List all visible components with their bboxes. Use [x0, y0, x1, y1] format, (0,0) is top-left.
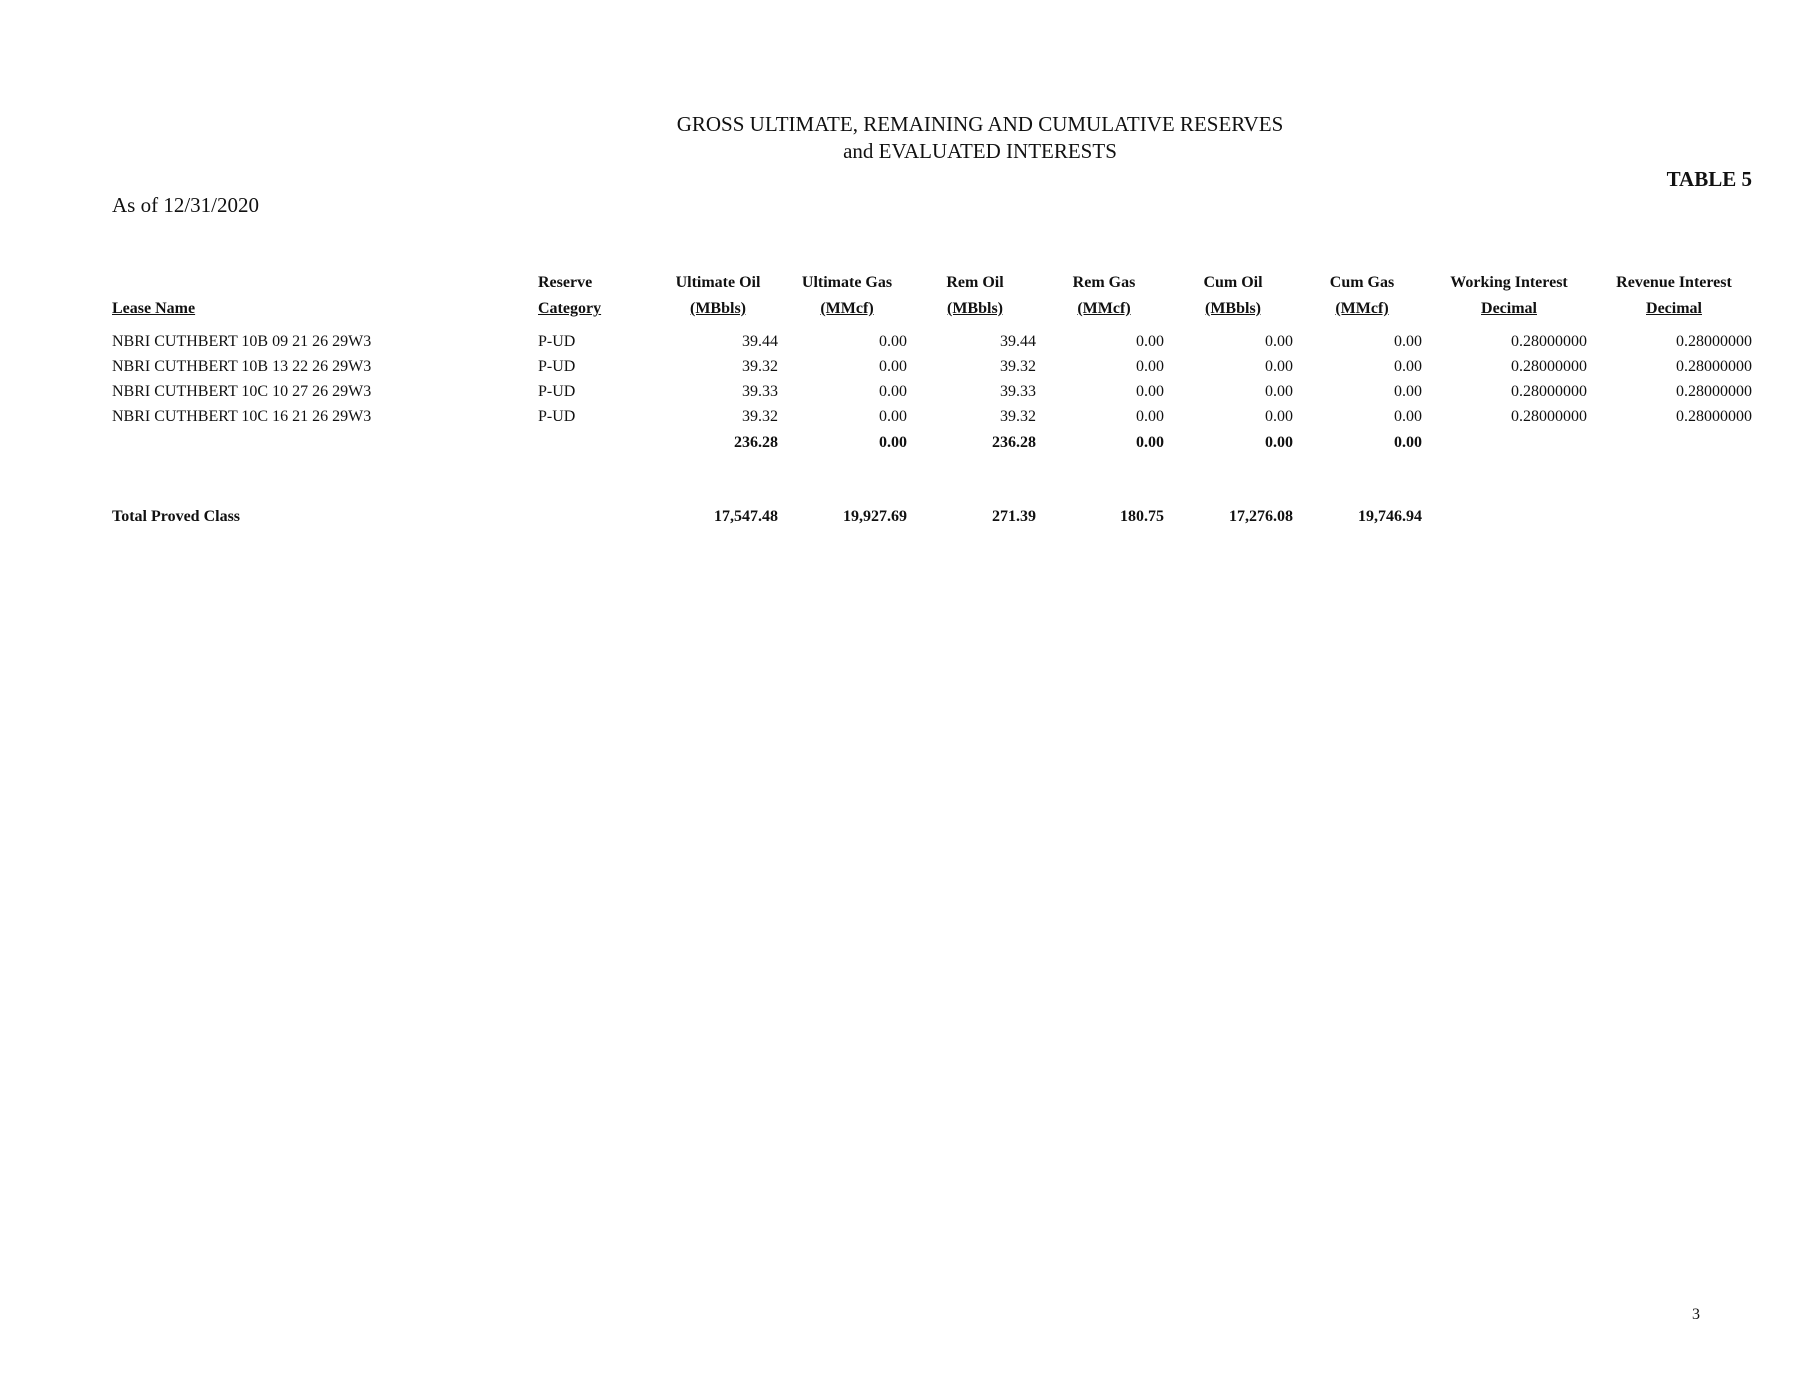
cell-ultimate-gas: 0.00	[879, 383, 907, 400]
header-ultimate-oil-bottom: (MBbls)	[690, 300, 746, 317]
cell-revenue-interest: 0.28000000	[1676, 333, 1752, 350]
header-reserve-bottom: Category	[538, 300, 602, 317]
table-label: TABLE 5	[1666, 167, 1752, 191]
report-title-line-1: GROSS ULTIMATE, REMAINING AND CUMULATIVE RESERVES	[676, 112, 1284, 136]
cell-lease-name: NBRI CUTHBERT 10B 13 22 26 29W3	[112, 358, 372, 375]
header-revenue-interest-top: Revenue Interest	[1616, 274, 1732, 291]
cell-revenue-interest: 0.28000000	[1676, 383, 1752, 400]
report-title-line-2: and EVALUATED INTERESTS	[843, 139, 1117, 163]
total-cum-gas: 19,746.94	[1358, 508, 1422, 525]
total-ultimate-gas: 19,927.69	[843, 508, 907, 525]
cell-cum-gas: 0.00	[1394, 383, 1422, 400]
cell-lease-name: NBRI CUTHBERT 10C 10 27 26 29W3	[112, 383, 372, 400]
as-of-date: As of 12/31/2020	[112, 193, 259, 217]
cell-lease-name: NBRI CUTHBERT 10C 16 21 26 29W3	[112, 408, 372, 425]
cell-cum-gas: 0.00	[1394, 333, 1422, 350]
cell-working-interest: 0.28000000	[1511, 333, 1587, 350]
cell-ultimate-oil: 39.32	[742, 408, 778, 425]
cell-rem-gas: 0.00	[1136, 358, 1164, 375]
cell-cum-oil: 0.00	[1265, 408, 1293, 425]
header-cum-oil-top: Cum Oil	[1203, 274, 1263, 291]
total-ultimate-oil: 17,547.48	[714, 508, 778, 525]
subtotal-ultimate-gas: 0.00	[879, 434, 907, 451]
subtotal-cum-oil: 0.00	[1265, 434, 1293, 451]
cell-cum-oil: 0.00	[1265, 383, 1293, 400]
cell-cum-gas: 0.00	[1394, 408, 1422, 425]
cell-lease-name: NBRI CUTHBERT 10B 09 21 26 29W3	[112, 333, 372, 350]
subtotal-rem-oil: 236.28	[992, 434, 1036, 451]
cell-reserve-category: P-UD	[538, 358, 576, 375]
cell-ultimate-oil: 39.32	[742, 358, 778, 375]
cell-ultimate-oil: 39.33	[742, 383, 778, 400]
header-working-interest-top: Working Interest	[1450, 274, 1568, 291]
total-rem-gas: 180.75	[1120, 508, 1164, 525]
page-number: 3	[1692, 1306, 1700, 1323]
cell-reserve-category: P-UD	[538, 333, 576, 350]
header-ultimate-gas-top: Ultimate Gas	[801, 274, 893, 291]
cell-rem-oil: 39.33	[1000, 383, 1036, 400]
cell-cum-oil: 0.00	[1265, 358, 1293, 375]
subtotal-cum-gas: 0.00	[1394, 434, 1422, 451]
header-revenue-interest-bottom: Decimal	[1646, 300, 1702, 317]
header-cum-gas-top: Cum Gas	[1329, 274, 1395, 291]
subtotal-ultimate-oil: 236.28	[734, 434, 778, 451]
cell-rem-gas: 0.00	[1136, 333, 1164, 350]
header-lease-name: Lease Name	[112, 300, 196, 317]
cell-rem-gas: 0.00	[1136, 408, 1164, 425]
header-cum-oil-bottom: (MBbls)	[1205, 300, 1261, 317]
total-proved-class-label: Total Proved Class	[112, 508, 241, 525]
header-ultimate-gas-bottom: (MMcf)	[820, 300, 874, 317]
cell-ultimate-gas: 0.00	[879, 358, 907, 375]
header-working-interest-bottom: Decimal	[1481, 300, 1537, 317]
header-rem-gas-bottom: (MMcf)	[1077, 300, 1131, 317]
total-cum-oil: 17,276.08	[1229, 508, 1293, 525]
cell-reserve-category: P-UD	[538, 408, 576, 425]
header-ultimate-oil-top: Ultimate Oil	[675, 274, 761, 291]
cell-rem-oil: 39.44	[1000, 333, 1036, 350]
cell-rem-gas: 0.00	[1136, 383, 1164, 400]
cell-working-interest: 0.28000000	[1511, 358, 1587, 375]
total-rem-oil: 271.39	[992, 508, 1036, 525]
header-rem-oil-top: Rem Oil	[946, 274, 1004, 291]
cell-rem-oil: 39.32	[1000, 408, 1036, 425]
header-rem-oil-bottom: (MBbls)	[947, 300, 1003, 317]
cell-working-interest: 0.28000000	[1511, 383, 1587, 400]
cell-ultimate-gas: 0.00	[879, 333, 907, 350]
header-cum-gas-bottom: (MMcf)	[1335, 300, 1389, 317]
cell-cum-gas: 0.00	[1394, 358, 1422, 375]
cell-ultimate-oil: 39.44	[742, 333, 778, 350]
report-title	[0, 111, 1812, 165]
header-rem-gas-top: Rem Gas	[1072, 274, 1136, 291]
cell-ultimate-gas: 0.00	[879, 408, 907, 425]
subtotal-rem-gas: 0.00	[1136, 434, 1164, 451]
cell-cum-oil: 0.00	[1265, 333, 1293, 350]
cell-revenue-interest: 0.28000000	[1676, 408, 1752, 425]
cell-reserve-category: P-UD	[538, 383, 576, 400]
cell-working-interest: 0.28000000	[1511, 408, 1587, 425]
header-reserve-top: Reserve	[538, 274, 593, 291]
cell-revenue-interest: 0.28000000	[1676, 358, 1752, 375]
cell-rem-oil: 39.32	[1000, 358, 1036, 375]
